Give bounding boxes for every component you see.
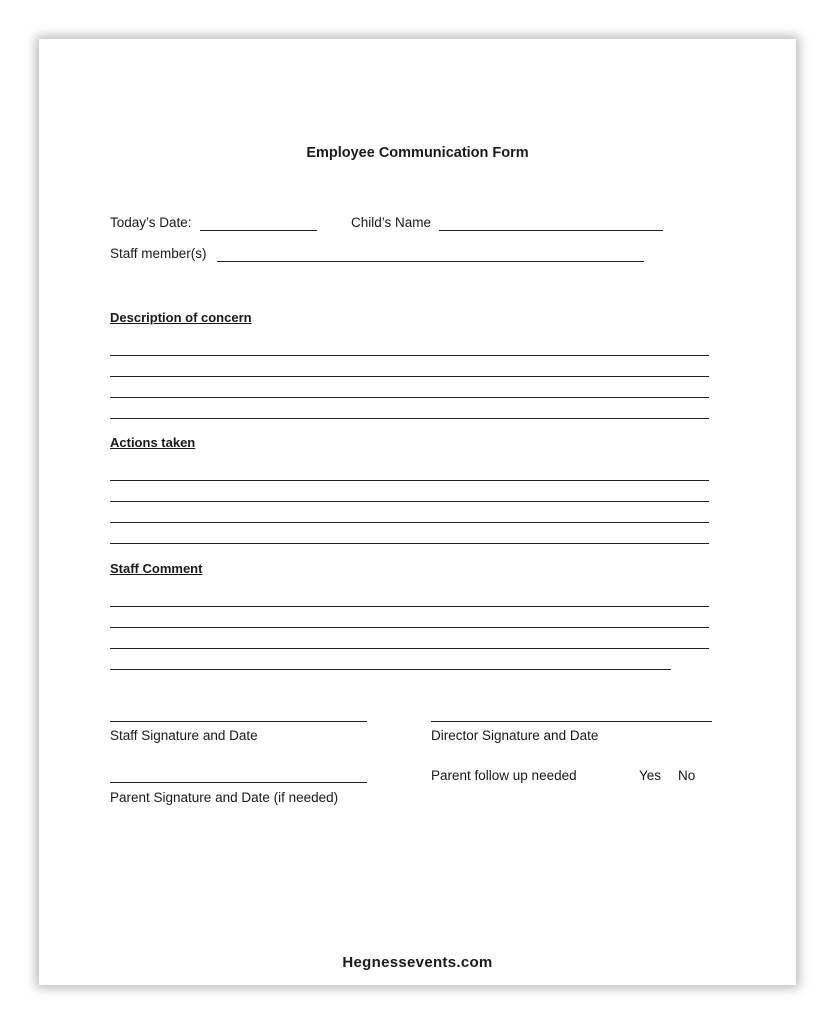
staff-signature-line[interactable]	[110, 721, 367, 722]
site-watermark: Hegnessevents.com	[342, 954, 493, 971]
parent-signature-line[interactable]	[110, 782, 367, 783]
form-title: Employee Communication Form	[306, 145, 529, 161]
comment-line-4[interactable]	[110, 669, 671, 670]
actions-line-1[interactable]	[110, 480, 709, 481]
comment-line-1[interactable]	[110, 606, 709, 607]
todays-date-line[interactable]	[200, 230, 317, 231]
childs-name-label: Child’s Name	[351, 215, 432, 230]
parent-followup-label: Parent follow up needed	[431, 768, 577, 783]
comment-heading: Staff Comment	[110, 561, 203, 576]
comment-line-3[interactable]	[110, 648, 709, 649]
followup-no-option[interactable]: No	[678, 768, 696, 783]
document-page	[39, 39, 796, 985]
actions-heading: Actions taken	[110, 435, 196, 450]
todays-date-label: Today’s Date:	[110, 215, 192, 230]
actions-line-3[interactable]	[110, 522, 709, 523]
parent-signature-label: Parent Signature and Date (if needed)	[110, 790, 339, 805]
actions-line-2[interactable]	[110, 501, 709, 502]
childs-name-line[interactable]	[439, 230, 663, 231]
description-line-2[interactable]	[110, 376, 709, 377]
staff-signature-label: Staff Signature and Date	[110, 728, 258, 743]
description-line-1[interactable]	[110, 355, 709, 356]
description-heading: Description of concern	[110, 310, 252, 325]
staff-members-line[interactable]	[217, 261, 644, 262]
actions-line-4[interactable]	[110, 543, 709, 544]
director-signature-line[interactable]	[431, 721, 712, 722]
description-line-3[interactable]	[110, 397, 709, 398]
director-signature-label: Director Signature and Date	[431, 728, 599, 743]
comment-line-2[interactable]	[110, 627, 709, 628]
description-line-4[interactable]	[110, 418, 709, 419]
followup-yes-option[interactable]: Yes	[639, 768, 662, 783]
staff-members-label: Staff member(s)	[110, 246, 207, 261]
